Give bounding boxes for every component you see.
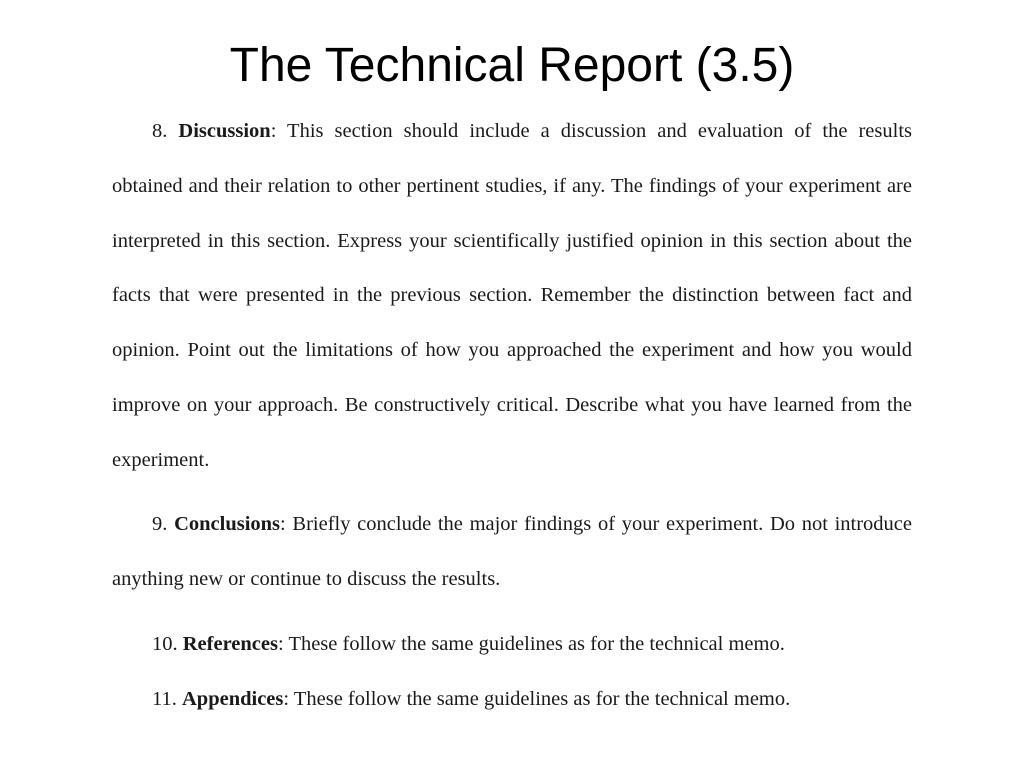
appendices-paragraph: 11. Appendices: These follow the same guidelines as for the technical memo. — [152, 688, 791, 710]
section-heading-discussion: Discussion — [178, 120, 271, 142]
section-number: 11. — [152, 688, 177, 710]
references-paragraph: 10. References: These follow the same guidelines as for the technical memo. — [152, 633, 785, 655]
section-number: 10. — [152, 633, 178, 655]
section-text-discussion: This section should include a discussion and evaluation of the results obtained and their relation to other pertinent studies, if any. The findings of your experiment are interpreted in this section. Express your scientifically justified opinion in this section about the facts that were presented in the previous section. Remember the distinction between fact and opinion. Point out the limitations of how you approached the experiment and how you would improve on your approach. Be constructively critical. Describe what you have learned from the experiment. — [112, 120, 912, 471]
section-number: 9. — [152, 513, 168, 535]
section-heading-references: References — [182, 633, 278, 655]
section-number: 8. — [152, 120, 168, 142]
section-text-references: These follow the same guidelines as for the technical memo. — [288, 633, 785, 655]
section-text-appendices: These follow the same guidelines as for the technical memo. — [293, 688, 791, 710]
discussion-paragraph: 8. Discussion: This section should include a discussion and evaluation of the results obtained and their relation to other pertinent studies, if any. The findings of your experiment are interpreted in this section. Express your scientifically justified opinion in this section about the facts that were presented in the previous section. Remember the distinction between fact and opinion. Point out the limitations of how you approached the experiment and how you would improve on your approach. Be constructively critical. Describe what you have learned from the experiment. — [112, 120, 912, 471]
section-heading-appendices: Appendices — [182, 688, 284, 710]
slide-title: The Technical Report (3.5) — [229, 39, 795, 92]
conclusions-paragraph: 9. Conclusions: Briefly conclude the major findings of your experiment. Do not introduce anything new or continue to discuss the results. — [112, 513, 913, 590]
section-heading-conclusions: Conclusions — [174, 513, 281, 535]
section-text-conclusions: Briefly conclude the major findings of your experiment. Do not introduce anything new or continue to discuss the results. — [112, 513, 913, 590]
